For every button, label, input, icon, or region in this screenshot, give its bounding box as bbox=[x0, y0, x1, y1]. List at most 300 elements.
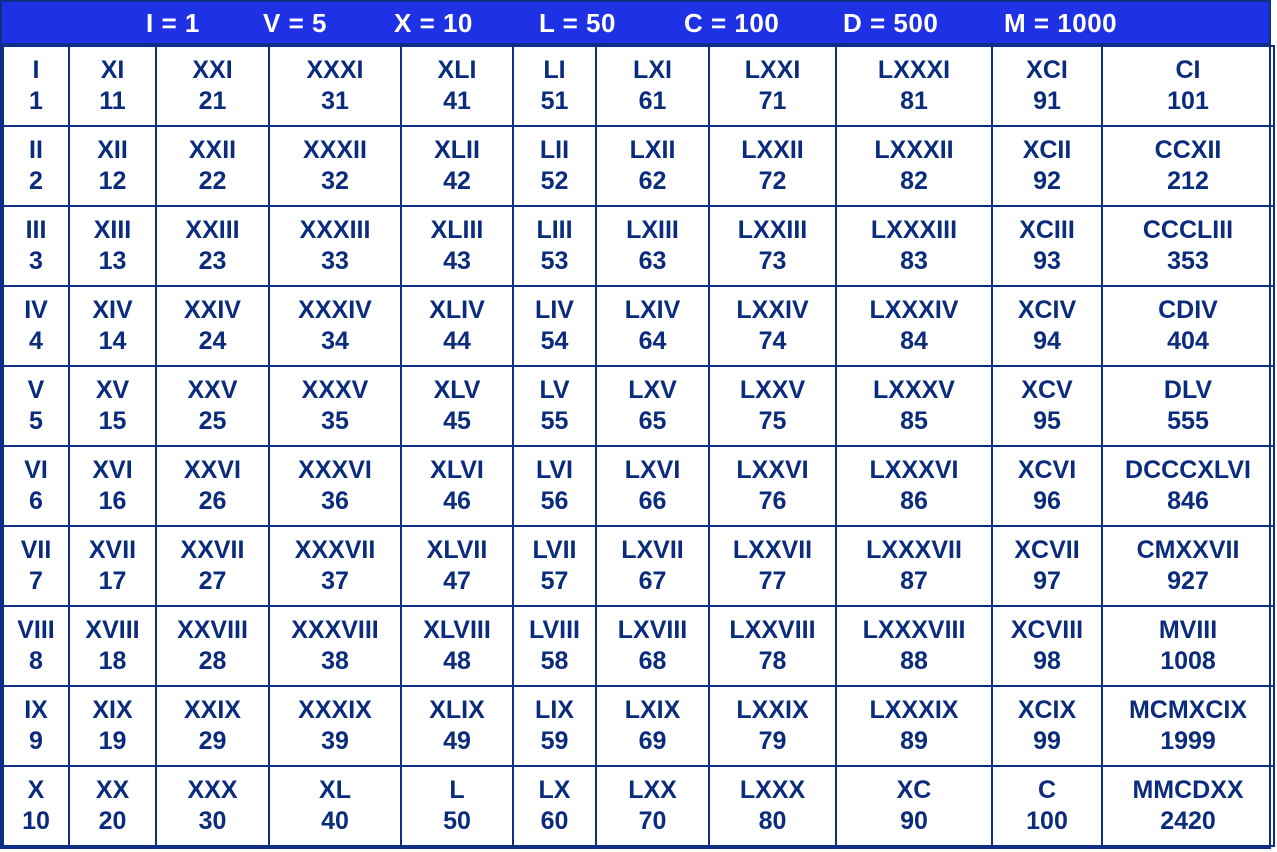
roman-numeral: XLVIII bbox=[423, 616, 491, 644]
table-row bbox=[3, 286, 1274, 366]
numeral-cell bbox=[992, 286, 1102, 366]
arabic-number: 51 bbox=[540, 87, 569, 115]
legend-item-v: V = 5 bbox=[263, 8, 327, 38]
roman-numeral: XLIX bbox=[429, 696, 485, 724]
roman-numeral: XXXVI bbox=[298, 456, 372, 484]
numeral-cell bbox=[3, 606, 69, 686]
roman-numeral: XXXIX bbox=[298, 696, 372, 724]
roman-numeral: C bbox=[1037, 776, 1057, 804]
roman-numeral: XXXII bbox=[303, 136, 367, 164]
numeral-cell bbox=[836, 606, 992, 686]
arabic-number: 40 bbox=[321, 807, 349, 835]
roman-numeral: XXV bbox=[187, 376, 238, 404]
arabic-number: 16 bbox=[98, 487, 127, 515]
roman-numeral: LXXIX bbox=[736, 696, 809, 724]
numeral-cell bbox=[269, 366, 401, 446]
arabic-number: 70 bbox=[638, 807, 667, 835]
numeral-table-body bbox=[3, 46, 1274, 846]
numeral-cell bbox=[709, 766, 836, 846]
numeral-cell bbox=[513, 526, 596, 606]
numeral-cell bbox=[1102, 526, 1274, 606]
arabic-number: 31 bbox=[321, 87, 349, 115]
numeral-cell bbox=[596, 366, 709, 446]
arabic-number: 79 bbox=[758, 727, 787, 755]
numeral-cell bbox=[836, 446, 992, 526]
arabic-number: 75 bbox=[758, 407, 787, 435]
arabic-number: 33 bbox=[321, 247, 349, 275]
numeral-cell bbox=[401, 526, 513, 606]
roman-numeral: XLII bbox=[434, 136, 480, 164]
arabic-number: 1999 bbox=[1160, 727, 1216, 755]
arabic-number: 36 bbox=[321, 487, 349, 515]
roman-numeral: XCIV bbox=[1017, 296, 1077, 324]
numeral-cell bbox=[3, 46, 69, 126]
roman-numeral: XXX bbox=[187, 776, 238, 804]
roman-numeral: LXXII bbox=[741, 136, 804, 164]
numeral-cell bbox=[401, 206, 513, 286]
roman-numeral: XLVII bbox=[426, 536, 488, 564]
arabic-number: 95 bbox=[1033, 407, 1061, 435]
numeral-cell bbox=[69, 766, 156, 846]
numeral-cell bbox=[69, 46, 156, 126]
roman-numeral: XLIV bbox=[429, 296, 485, 324]
numeral-cell bbox=[836, 206, 992, 286]
arabic-number: 1 bbox=[29, 87, 43, 115]
numeral-cell bbox=[709, 446, 836, 526]
arabic-number: 60 bbox=[540, 807, 569, 835]
roman-numeral: X bbox=[27, 776, 45, 804]
numeral-cell bbox=[269, 126, 401, 206]
legend-item-x: X = 10 bbox=[394, 8, 473, 38]
roman-numeral: LXXXIX bbox=[869, 696, 959, 724]
roman-numeral: XLV bbox=[433, 376, 481, 404]
numeral-cell bbox=[69, 366, 156, 446]
numeral-cell bbox=[596, 606, 709, 686]
numeral-cell bbox=[992, 206, 1102, 286]
roman-numeral: V bbox=[27, 376, 45, 404]
arabic-number: 80 bbox=[758, 807, 787, 835]
numeral-cell bbox=[513, 206, 596, 286]
arabic-number: 39 bbox=[321, 727, 349, 755]
numeral-cell bbox=[513, 46, 596, 126]
numeral-cell bbox=[1102, 366, 1274, 446]
arabic-number: 17 bbox=[98, 567, 127, 595]
table-row bbox=[3, 766, 1274, 846]
numeral-cell bbox=[992, 366, 1102, 446]
arabic-number: 9 bbox=[29, 727, 43, 755]
numeral-cell bbox=[401, 766, 513, 846]
numeral-cell bbox=[3, 446, 69, 526]
numeral-cell bbox=[69, 686, 156, 766]
numeral-cell bbox=[836, 766, 992, 846]
numeral-cell bbox=[596, 526, 709, 606]
numeral-cell bbox=[401, 46, 513, 126]
roman-numeral: LVIII bbox=[529, 616, 580, 644]
numeral-cell bbox=[156, 766, 269, 846]
arabic-number: 43 bbox=[443, 247, 471, 275]
roman-numeral: XC bbox=[896, 776, 932, 804]
arabic-number: 15 bbox=[98, 407, 127, 435]
numeral-cell bbox=[3, 206, 69, 286]
arabic-number: 44 bbox=[443, 327, 471, 355]
numeral-cell bbox=[836, 366, 992, 446]
arabic-number: 7 bbox=[29, 567, 43, 595]
roman-numeral: DCCCXLVI bbox=[1125, 456, 1251, 484]
arabic-number: 86 bbox=[900, 487, 928, 515]
arabic-number: 55 bbox=[540, 407, 569, 435]
arabic-number: 59 bbox=[540, 727, 569, 755]
numeral-cell bbox=[596, 286, 709, 366]
roman-numeral: VI bbox=[24, 456, 48, 484]
arabic-number: 46 bbox=[443, 487, 471, 515]
roman-numeral: LXIX bbox=[624, 696, 681, 724]
numeral-cell bbox=[513, 446, 596, 526]
roman-numeral: LIX bbox=[535, 696, 574, 724]
roman-numeral: LXXXIII bbox=[870, 216, 958, 244]
legend-item-d: D = 500 bbox=[843, 8, 939, 38]
roman-numeral: LXXXI bbox=[877, 56, 951, 84]
arabic-number: 48 bbox=[443, 647, 471, 675]
numeral-cell bbox=[709, 686, 836, 766]
roman-numeral: LXVII bbox=[621, 536, 684, 564]
numeral-cell bbox=[269, 446, 401, 526]
roman-numeral: XXVII bbox=[180, 536, 245, 564]
numeral-cell bbox=[3, 286, 69, 366]
numeral-cell bbox=[709, 526, 836, 606]
arabic-number: 2 bbox=[29, 167, 43, 195]
arabic-number: 97 bbox=[1033, 567, 1061, 595]
numeral-cell bbox=[709, 366, 836, 446]
numeral-cell bbox=[836, 126, 992, 206]
numeral-cell bbox=[156, 46, 269, 126]
roman-numeral: LXXXIV bbox=[869, 296, 959, 324]
roman-numeral: IV bbox=[24, 296, 48, 324]
arabic-number: 212 bbox=[1167, 167, 1209, 195]
roman-numeral: I bbox=[32, 56, 40, 84]
arabic-number: 14 bbox=[98, 327, 127, 355]
roman-numeral: XV bbox=[95, 376, 130, 404]
roman-numeral: LVII bbox=[532, 536, 577, 564]
numeral-cell bbox=[596, 446, 709, 526]
roman-numeral: DLV bbox=[1163, 376, 1213, 404]
roman-numeral: LII bbox=[539, 136, 570, 164]
roman-numeral: LIV bbox=[535, 296, 574, 324]
roman-numeral: XII bbox=[97, 136, 128, 164]
numeral-cell bbox=[156, 206, 269, 286]
roman-numeral: LXXXVII bbox=[866, 536, 962, 564]
roman-numeral: LVI bbox=[535, 456, 574, 484]
numeral-cell bbox=[836, 526, 992, 606]
roman-numeral: XCIX bbox=[1017, 696, 1077, 724]
roman-numeral: L bbox=[449, 776, 465, 804]
arabic-number: 87 bbox=[900, 567, 928, 595]
arabic-number: 83 bbox=[900, 247, 928, 275]
arabic-number: 42 bbox=[443, 167, 471, 195]
arabic-number: 34 bbox=[321, 327, 349, 355]
roman-numeral: CMXXVII bbox=[1136, 536, 1240, 564]
roman-numeral: LXI bbox=[633, 56, 672, 84]
roman-numeral: XX bbox=[95, 776, 130, 804]
roman-numeral: XXXVIII bbox=[291, 616, 379, 644]
arabic-number: 50 bbox=[443, 807, 471, 835]
legend-item-c: C = 100 bbox=[684, 8, 780, 38]
arabic-number: 62 bbox=[638, 167, 667, 195]
arabic-number: 52 bbox=[540, 167, 569, 195]
numeral-cell bbox=[69, 126, 156, 206]
arabic-number: 69 bbox=[638, 727, 667, 755]
roman-numeral: XIV bbox=[92, 296, 133, 324]
roman-numeral: CDIV bbox=[1158, 296, 1218, 324]
arabic-number: 100 bbox=[1026, 807, 1068, 835]
arabic-number: 45 bbox=[443, 407, 471, 435]
roman-numeral: LXX bbox=[628, 776, 677, 804]
numeral-cell bbox=[1102, 126, 1274, 206]
roman-numeral: XCVI bbox=[1017, 456, 1077, 484]
arabic-number: 67 bbox=[638, 567, 667, 595]
numeral-cell bbox=[156, 366, 269, 446]
arabic-number: 5 bbox=[29, 407, 43, 435]
arabic-number: 41 bbox=[443, 87, 471, 115]
roman-numeral: CCCLIII bbox=[1142, 216, 1234, 244]
numeral-cell bbox=[3, 126, 69, 206]
arabic-number: 94 bbox=[1033, 327, 1061, 355]
numeral-cell bbox=[269, 286, 401, 366]
arabic-number: 28 bbox=[198, 647, 227, 675]
roman-numeral: LXXI bbox=[744, 56, 801, 84]
numeral-cell bbox=[513, 766, 596, 846]
roman-numeral: XXXIII bbox=[299, 216, 371, 244]
roman-numeral: XLI bbox=[437, 56, 477, 84]
arabic-number: 96 bbox=[1033, 487, 1061, 515]
legend-item-l: L = 50 bbox=[539, 8, 616, 38]
numeral-cell bbox=[513, 366, 596, 446]
arabic-number: 1008 bbox=[1160, 647, 1216, 675]
numeral-cell bbox=[836, 686, 992, 766]
arabic-number: 99 bbox=[1033, 727, 1061, 755]
numeral-table bbox=[2, 45, 1275, 847]
arabic-number: 88 bbox=[900, 647, 928, 675]
roman-numeral: LXXXVI bbox=[869, 456, 959, 484]
roman-numeral: XCI bbox=[1026, 56, 1068, 84]
arabic-number: 53 bbox=[540, 247, 569, 275]
roman-numeral: XL bbox=[319, 776, 351, 804]
numeral-cell bbox=[513, 686, 596, 766]
numeral-cell bbox=[1102, 286, 1274, 366]
legend-item-m: M = 1000 bbox=[1004, 8, 1118, 38]
legend-item-i: I = 1 bbox=[146, 8, 200, 38]
arabic-number: 8 bbox=[29, 647, 43, 675]
arabic-number: 27 bbox=[198, 567, 227, 595]
arabic-number: 13 bbox=[98, 247, 127, 275]
numeral-cell bbox=[401, 126, 513, 206]
numeral-cell bbox=[992, 46, 1102, 126]
arabic-number: 92 bbox=[1033, 167, 1061, 195]
numeral-cell bbox=[3, 686, 69, 766]
roman-numeral: XXXV bbox=[301, 376, 369, 404]
roman-numeral: XVI bbox=[92, 456, 133, 484]
arabic-number: 90 bbox=[900, 807, 928, 835]
table-row bbox=[3, 446, 1274, 526]
roman-numeral: XXXI bbox=[306, 56, 364, 84]
numeral-cell bbox=[269, 206, 401, 286]
arabic-number: 71 bbox=[758, 87, 787, 115]
arabic-number: 72 bbox=[758, 167, 787, 195]
table-row bbox=[3, 606, 1274, 686]
numeral-cell bbox=[836, 286, 992, 366]
roman-numeral: XCVII bbox=[1014, 536, 1080, 564]
numeral-cell bbox=[269, 686, 401, 766]
arabic-number: 74 bbox=[758, 327, 787, 355]
roman-numeral: LXIV bbox=[624, 296, 681, 324]
arabic-number: 64 bbox=[638, 327, 667, 355]
roman-numeral: XXXVII bbox=[294, 536, 376, 564]
arabic-number: 6 bbox=[29, 487, 43, 515]
numeral-cell bbox=[269, 46, 401, 126]
arabic-number: 927 bbox=[1167, 567, 1209, 595]
numeral-cell bbox=[836, 46, 992, 126]
roman-numeral: LXXX bbox=[739, 776, 806, 804]
arabic-number: 22 bbox=[198, 167, 227, 195]
roman-numeral: XI bbox=[100, 56, 125, 84]
roman-numeral: MVIII bbox=[1158, 616, 1218, 644]
roman-numeral: II bbox=[29, 136, 43, 164]
numeral-cell bbox=[1102, 206, 1274, 286]
arabic-number: 47 bbox=[443, 567, 471, 595]
arabic-number: 3 bbox=[29, 247, 43, 275]
arabic-number: 38 bbox=[321, 647, 349, 675]
arabic-number: 73 bbox=[758, 247, 787, 275]
roman-numeral: XXIII bbox=[185, 216, 240, 244]
roman-numeral: XXVIII bbox=[177, 616, 248, 644]
arabic-number: 18 bbox=[98, 647, 127, 675]
numeral-cell bbox=[401, 286, 513, 366]
arabic-number: 2420 bbox=[1160, 807, 1216, 835]
roman-numeral: MMCDXX bbox=[1132, 776, 1244, 804]
numeral-cell bbox=[596, 126, 709, 206]
numeral-cell bbox=[3, 766, 69, 846]
numeral-cell bbox=[69, 446, 156, 526]
arabic-number: 4 bbox=[29, 327, 43, 355]
roman-numeral: LXXIII bbox=[737, 216, 808, 244]
roman-numeral: XCV bbox=[1021, 376, 1073, 404]
numeral-cell bbox=[3, 366, 69, 446]
numeral-cell bbox=[69, 526, 156, 606]
numeral-cell bbox=[709, 206, 836, 286]
arabic-number: 61 bbox=[638, 87, 667, 115]
numeral-cell bbox=[156, 446, 269, 526]
roman-numeral: XIX bbox=[92, 696, 133, 724]
roman-numeral: CI bbox=[1175, 56, 1201, 84]
table-row bbox=[3, 686, 1274, 766]
roman-numeral: XXII bbox=[188, 136, 237, 164]
roman-numeral: LXXXVIII bbox=[862, 616, 966, 644]
arabic-number: 57 bbox=[540, 567, 569, 595]
arabic-number: 56 bbox=[540, 487, 569, 515]
roman-numeral: XCIII bbox=[1019, 216, 1075, 244]
arabic-number: 98 bbox=[1033, 647, 1061, 675]
arabic-number: 68 bbox=[638, 647, 667, 675]
arabic-number: 12 bbox=[98, 167, 127, 195]
roman-numeral: XXI bbox=[192, 56, 233, 84]
numeral-cell bbox=[992, 606, 1102, 686]
arabic-number: 54 bbox=[540, 327, 569, 355]
numeral-cell bbox=[1102, 766, 1274, 846]
arabic-number: 84 bbox=[900, 327, 928, 355]
numeral-cell bbox=[596, 206, 709, 286]
arabic-number: 10 bbox=[22, 807, 50, 835]
numeral-cell bbox=[709, 46, 836, 126]
roman-numeral: XXIX bbox=[184, 696, 241, 724]
arabic-number: 49 bbox=[443, 727, 471, 755]
arabic-number: 353 bbox=[1167, 247, 1209, 275]
arabic-number: 101 bbox=[1167, 87, 1209, 115]
roman-numeral: LXVIII bbox=[617, 616, 688, 644]
numeral-cell bbox=[992, 526, 1102, 606]
roman-numeral: VII bbox=[20, 536, 52, 564]
numeral-cell bbox=[269, 606, 401, 686]
arabic-number: 555 bbox=[1167, 407, 1209, 435]
arabic-number: 58 bbox=[540, 647, 569, 675]
arabic-number: 91 bbox=[1033, 87, 1061, 115]
arabic-number: 23 bbox=[198, 247, 227, 275]
roman-numeral: LXXVII bbox=[732, 536, 813, 564]
roman-numeral: XVII bbox=[88, 536, 137, 564]
roman-numeral: LXXV bbox=[739, 376, 806, 404]
numeral-cell bbox=[596, 686, 709, 766]
numeral-cell bbox=[1102, 686, 1274, 766]
arabic-number: 76 bbox=[758, 487, 787, 515]
arabic-number: 404 bbox=[1167, 327, 1209, 355]
numeral-cell bbox=[596, 766, 709, 846]
numeral-cell bbox=[1102, 446, 1274, 526]
numeral-cell bbox=[156, 286, 269, 366]
roman-numeral: XIII bbox=[93, 216, 132, 244]
arabic-number: 29 bbox=[198, 727, 227, 755]
table-row bbox=[3, 526, 1274, 606]
roman-numeral: LI bbox=[543, 56, 566, 84]
table-row bbox=[3, 366, 1274, 446]
numeral-cell bbox=[709, 126, 836, 206]
legend-bar bbox=[2, 2, 1269, 45]
arabic-number: 37 bbox=[321, 567, 349, 595]
arabic-number: 20 bbox=[98, 807, 127, 835]
roman-numeral: LXXXV bbox=[873, 376, 955, 404]
roman-numeral: XVIII bbox=[85, 616, 140, 644]
numeral-cell bbox=[992, 126, 1102, 206]
roman-numeral: LV bbox=[539, 376, 570, 404]
roman-numeral: XLVI bbox=[430, 456, 484, 484]
arabic-number: 24 bbox=[198, 327, 227, 355]
arabic-number: 78 bbox=[758, 647, 787, 675]
arabic-number: 66 bbox=[638, 487, 667, 515]
roman-numeral: III bbox=[25, 216, 47, 244]
numeral-cell bbox=[156, 686, 269, 766]
roman-numeral: LXII bbox=[629, 136, 676, 164]
arabic-number: 89 bbox=[900, 727, 928, 755]
arabic-number: 35 bbox=[321, 407, 349, 435]
numeral-cell bbox=[1102, 606, 1274, 686]
numeral-cell bbox=[269, 526, 401, 606]
roman-numeral: XLIII bbox=[430, 216, 484, 244]
roman-numeral: LXVI bbox=[624, 456, 681, 484]
roman-numeral: VIII bbox=[17, 616, 55, 644]
roman-numeral: LIII bbox=[536, 216, 573, 244]
table-row bbox=[3, 46, 1274, 126]
numeral-cell bbox=[596, 46, 709, 126]
numeral-cell bbox=[709, 286, 836, 366]
roman-numeral: LXV bbox=[628, 376, 677, 404]
arabic-number: 19 bbox=[98, 727, 127, 755]
